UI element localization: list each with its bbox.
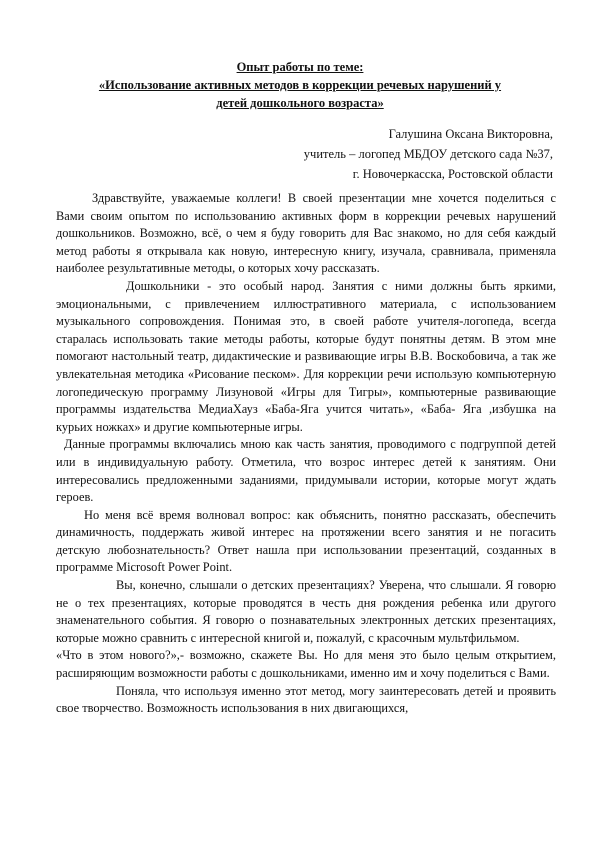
paragraph: Вы, конечно, слышали о детских презентациях? Уверена, что слышали. Я говорю не о тех презентациях, которые проводятся в честь дня рождения ребенка или другого знаменательного события. Я говорю о познавательных электронных детских презентациях, которые можно сравнить с интересной книгой и, пожалуй, с красочным мультфильмом. bbox=[56, 578, 556, 645]
title-line-3: детей дошкольного возраста» bbox=[216, 96, 384, 110]
paragraph: Здравствуйте, уважаемые коллеги! В своей презентации мне хочется поделиться с Вами своим опытом по использованию активных форм в коррекции речевых нарушений дошкольников. Возможно, всё, о чем я буду говорить для Вас знакомо, но для себя каждый метод работы я открывала как новую, интересную книгу, изучала, сравнивала, применяла наиболее результативные методы, о которых хочу рассказать. bbox=[56, 191, 556, 276]
author-position: учитель – логопед МБДОУ детского сада №37, bbox=[303, 147, 553, 161]
paragraph: Но меня всё время волновал вопрос: как объяснить, понятно рассказать, обеспечить динамичность, поддержать живой интерес на протяжении всего занятия и не погасить детскую любознательность? Ответ нашла при использовании презентаций, созданных в программе Microsoft Power Point. bbox=[56, 507, 556, 575]
paragraph: Данные программы включались мною как часть занятия, проводимого с подгруппой детей или в индивидуальную работу. Отметила, что возрос интерес детей к занятиям. Они интересовались предложенными заданиями, придумывали истории, которые могут ждать героев. bbox=[56, 437, 556, 505]
author-name: Галушина Оксана Викторовна, bbox=[388, 127, 553, 141]
document-title bbox=[60, 58, 540, 112]
author-city: г. Новочеркасска, Ростовской области bbox=[352, 167, 553, 181]
paragraph: «Что в этом нового?»,- возможно, скажете Вы. Но для меня это было целым открытием, расширяющим возможности работы с дошкольниками, именно им и хочу поделиться с Вами. bbox=[56, 648, 556, 681]
paragraph: Дошкольники - это особый народ. Занятия с ними должны быть яркими, эмоциональными, с привлечением иллюстративного материала, с использованием музыкального сопровождения. Понимая это, в своей работе учителя-логопеда, всегда старалась использовать такие методы работы, которые будут понятны детям. В этом мне помогают настольный театр, дидактические и развивающие игры В.В. Воскобовича, а так же увлекательная методика «Рисование песком». Для коррекции речи использую компьютерную логопедическую программу Лизуновой «Игры для Тигры», компьютерные развивающие программы издательства МедиаХауз «Баба-Яга учится читать», «Баба- Яга ,избушка на курьих ножках» и другие компьютерные игры. bbox=[56, 278, 556, 434]
document-body bbox=[56, 190, 556, 718]
title-line-2: «Использование активных методов в коррекции речевых нарушений у bbox=[98, 78, 502, 92]
author-info bbox=[193, 124, 553, 184]
title-line-1: Опыт работы по теме: bbox=[236, 60, 364, 74]
paragraph: Поняла, что используя именно этот метод, могу заинтересовать детей и проявить свое творчество. Возможность использования в них двигающихся, bbox=[56, 683, 556, 716]
